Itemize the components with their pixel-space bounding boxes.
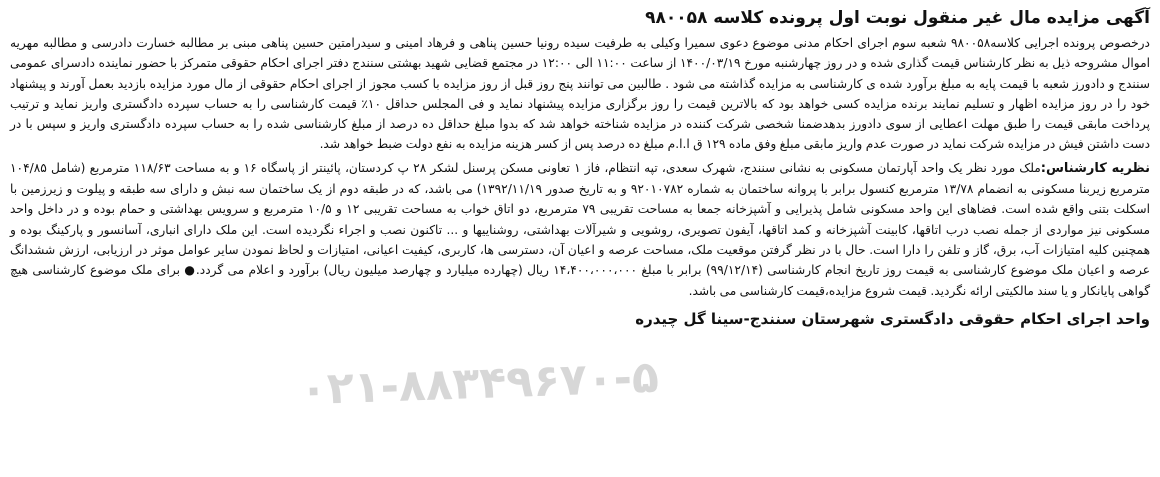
- phone-watermark: ۰۲۱-۸۸۳۴۹۶۷۰-۵: [299, 351, 660, 416]
- expert-opinion-label: نظریه کارشناس:: [1040, 160, 1151, 176]
- auction-details-paragraph: درخصوص پرونده اجرایی کلاسه۹۸۰۰۵۸ شعبه سوم اجرای احکام مدنی موضوع دعوی سمیرا وکیلی به طرفیت سیده رونیا حسین پناهی و فرهاد امینی و سیدرامتین حسین پناهی مبنی بر مطالبه خسارت دادرسی و مطالبه مهریه اموال مشروحه ذیل به نظر کارشناس قیمت گذاری شده و در روز چهارشنبه مورخ ۱۴۰۰/۰۳/۱۹ از ساعت ۱۱:۰۰ الی ۱۲:۰۰ در مجتمع قضایی شهید بهشتی سنندج دفتر اجرای احکام حقوقی متمرکز با حضور نماینده دادسرای عمومی سنندج و دادورز شعبه با قیمت پایه به مبلغ برآورد شده ی کارشناسی به مزایده گذاشته می شود . طالبین می توانند پنج روز قبل از روز مزایده با کسب مجوز از اجرای احکام حقوقی از مال مورد مزایده بازدید بعمل آورند و پیشنهاد خود را در روز مزایده اظهار و تسلیم نمایند برنده مزایده کسی خواهد بود که بالاترین قیمت را روز برگزاری مزایده پیشنهاد نماید و فی المجلس حداقل ۱۰٪ قیمت کارشناسی را به حساب سپرده دادگستری واریز نماید و ترتیب پرداخت مابقی قیمت را طبق مهلت اعطایی از سوی دادورز بدهدضمنا شخصی شرکت کننده در مزایده شناخته خواهد شد که بدوا مبلغ حداقل ده درصد از مبلغ کارشناسی شده را به حساب سپرده دادگستری واریز و سپس با در دست داشتن فیش در مزایده شرکت نماید در صورت عدم واریز مابقی مبلغ وفق ماده ۱۲۹ ق ا.ا.م مبلغ ده درصد پس از کسر هزینه مزایده به نفع دولت ضبط خواهد شد.: [10, 36, 1150, 152]
- expert-opinion-text: ملک مورد نظر یک واحد آپارتمان مسکونی به نشانی سنندج، شهرک سعدی، تپه انتظام، فاز ۱ تعاونی مسکن پرسنل لشکر ۲۸ پ کردستان، پائینتر از پاسگاه ۱۶ و به مساحت ۱۱۸/۶۳ مترمربع (شامل ۱۰۴/۸۵ مترمربع زیربنا مسکونی به انضمام ۱۳/۷۸ مترمربع کنسول برابر با پروانه ساختمان به شماره ۹۲۰۱۰۷۸۲ و به تاریخ صدور ۱۳۹۲/۱۱/۱۹) می باشد، که در طبقه دوم از یک ساختمان سه نبش و دارای سه طبقه و پیلوت و زیرزمین با اسکلت بتنی واقع شده است. فضاهای این واحد مسکونی شامل پذیرایی و آشپزخانه جمعا به مساحت تقریبی ۷۹ مترمربع، دو اتاق خواب به مساحت تقریبی ۱۲ و ۱۰/۵ مترمربع و سرویس بهداشتی و حمام بوده و در داخل واحد مسکونی نیز مواردی از جمله نصب درب اتاقها، کابینت آشپزخانه و کمد اتاقها، آیفون تصویری، روشویی و شیرآلات بهداشتی، روشناییها و ... تاکنون نصب و اجراء نگردیده است. این ملک دارای انباری، آسانسور و پارکینگ بوده و همچنین کلیه امتیازات آب، برق، گاز و تلفن را دارا است. حال با در نظر گرفتن موقعیت ملک، مساحت عرصه و اعیان آن، دسترسی ها، کاربری، کیفیت اعیانی، امتیازات و لحاظ نمودن سایر عوامل موثر در ارزیابی، ارزش ششدانگ عرصه و اعیان ملک موضوع کارشناسی به قیمت روز تاریخ انجام کارشناسی (۹۹/۱۲/۱۴) برابر با مبلغ ۱۴،۴۰۰،۰۰۰،۰۰۰ ریال (چهارده میلیارد و چهارصد میلیون ریال) برآورد و اعلام می گردد.● برای ملک موضوع کارشناسی هیچ گواهی پایانکار و یا سند مالکیتی ارائه نگردید. قیمت شروع مزایده،قیمت کارشناسی می باشد.: [10, 160, 1150, 298]
- expert-opinion-paragraph: [10, 158, 1150, 301]
- notice-title: آگهی مزایده مال غیر منقول نوبت اول پرونده کلاسه ۹۸۰۰۵۸: [645, 8, 1150, 28]
- issuer-signature: واحد اجرای احکام حقوقی دادگستری شهرستان سنندج-سینا گل چیدره: [635, 309, 1150, 328]
